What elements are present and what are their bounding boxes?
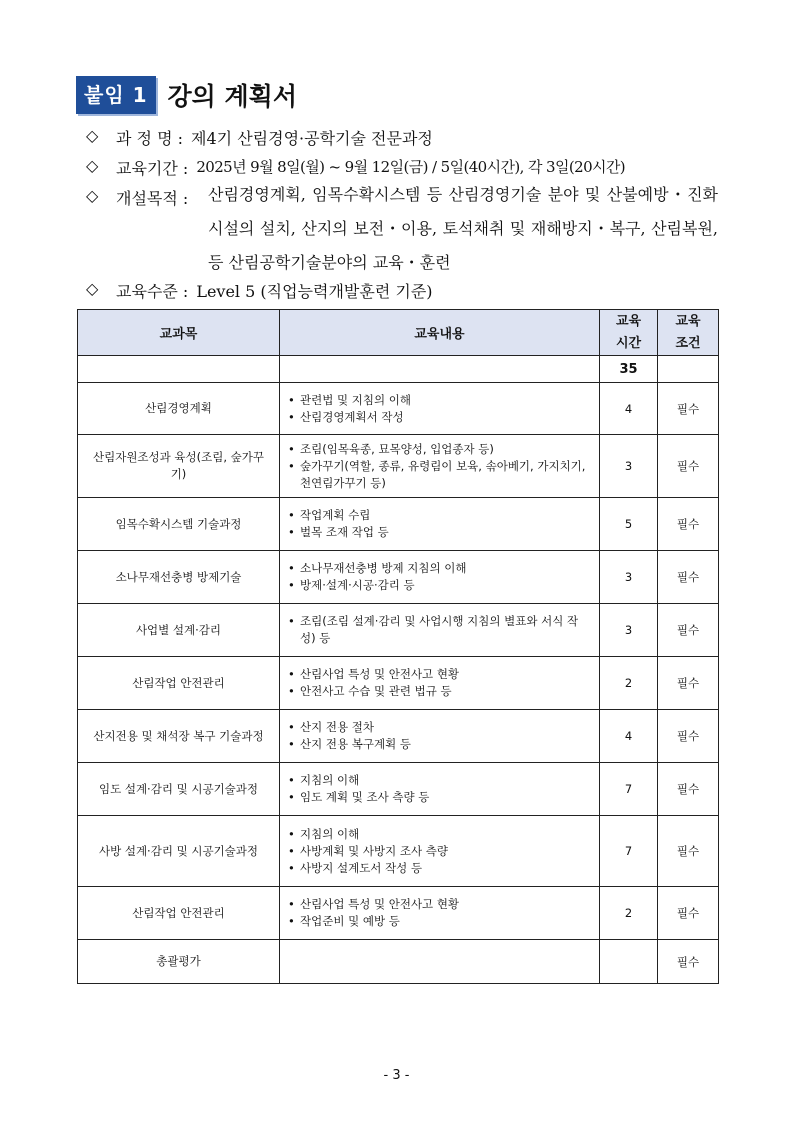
content-text: 작업계획 수립 bbox=[300, 508, 371, 522]
content-cell bbox=[280, 435, 600, 498]
syllabus-table bbox=[77, 309, 719, 984]
bullet-icon: • bbox=[288, 720, 295, 734]
content-text: 방제·설계·시공·감리 등 bbox=[300, 578, 415, 592]
subject-cell: 산림자원조성과 육성(조림, 숲가꾸기) bbox=[78, 435, 280, 498]
content-text: 숲가꾸기(역할, 종류, 유령림이 보육, 솎아베기, 가지치기, 천연림가꾸기 등) bbox=[300, 458, 586, 490]
content-text: 관련법 및 지침의 이해 bbox=[300, 392, 411, 407]
content-text: 지침의 이해 bbox=[300, 826, 360, 841]
table-row bbox=[78, 435, 719, 498]
content-cell bbox=[280, 657, 600, 710]
bullet-icon: • bbox=[288, 409, 295, 424]
attachment-badge: 붙임 1 bbox=[76, 76, 156, 114]
content-item bbox=[288, 524, 591, 541]
content-text: 사방지 설계도서 작성 등 bbox=[300, 860, 423, 875]
content-cell bbox=[280, 940, 600, 984]
content-text: 산림경영계획서 작성 bbox=[300, 409, 404, 424]
content-item bbox=[288, 826, 591, 843]
page-title-row bbox=[76, 76, 297, 114]
content-item bbox=[288, 683, 591, 700]
header-condition: 교육 조건 bbox=[658, 310, 719, 356]
bullet-icon: • bbox=[288, 525, 295, 539]
hours-cell: 3 bbox=[600, 604, 658, 657]
content-text: 지침의 이해 bbox=[300, 773, 360, 787]
purpose-value: 산림경영계획, 임목수확시스템 등 산림경영기술 분야 및 산불예방・진화시설의 설치, 산지의 보전・이용, 토석채취 및 재해방지・복구, 산림복원, 등 산림공학기술분야의 교육・훈련 bbox=[208, 185, 718, 272]
content-text: 산지 전용 절차 bbox=[300, 720, 374, 734]
page-number: - 3 - bbox=[383, 1068, 410, 1083]
content-item bbox=[288, 560, 591, 577]
content-text: 사방계획 및 사방지 조사 측량 bbox=[300, 843, 448, 858]
table-row bbox=[78, 816, 719, 887]
bullet-icon: • bbox=[288, 392, 295, 407]
content-cell bbox=[280, 604, 600, 657]
total-hours: 35 bbox=[600, 356, 658, 383]
purpose-row bbox=[86, 186, 726, 288]
header-content: 교육내용 bbox=[280, 310, 600, 356]
diamond-icon: ◇ bbox=[86, 126, 99, 145]
bullet-icon: • bbox=[288, 578, 295, 592]
bullet-icon: • bbox=[288, 458, 295, 473]
diamond-icon: ◇ bbox=[86, 156, 99, 175]
hours-cell: 3 bbox=[600, 551, 658, 604]
content-item bbox=[288, 666, 591, 683]
content-text: 산지 전용 복구계획 등 bbox=[300, 737, 411, 751]
condition-cell: 필수 bbox=[658, 604, 719, 657]
content-cell bbox=[280, 887, 600, 940]
content-text: 소나무재선충병 방제 지침의 이해 bbox=[300, 561, 467, 575]
level-value: Level 5 (직업능력개발훈련 기준) bbox=[196, 282, 433, 301]
subject-cell: 임목수확시스템 기술과정 bbox=[78, 498, 280, 551]
content-item bbox=[288, 736, 591, 753]
content-item bbox=[288, 843, 591, 860]
period-label: 교육기간 : bbox=[116, 159, 189, 178]
subject-cell: 산림경영계획 bbox=[78, 383, 280, 435]
bullet-icon: • bbox=[288, 860, 295, 875]
total-row bbox=[78, 356, 719, 383]
hours-cell: 7 bbox=[600, 763, 658, 816]
hours-cell: 2 bbox=[600, 657, 658, 710]
page-title: 강의 계획서 bbox=[167, 82, 297, 111]
content-cell bbox=[280, 551, 600, 604]
bullet-icon: • bbox=[288, 790, 295, 804]
bullet-icon: • bbox=[288, 897, 295, 911]
bullet-icon: • bbox=[288, 684, 295, 698]
content-text: 안전사고 수습 및 관련 법규 등 bbox=[300, 684, 452, 698]
subject-cell: 사업별 설계·감리 bbox=[78, 604, 280, 657]
content-cell bbox=[280, 763, 600, 816]
hours-cell: 2 bbox=[600, 887, 658, 940]
condition-cell: 필수 bbox=[658, 498, 719, 551]
bullet-icon: • bbox=[288, 614, 295, 628]
subject-cell: 산림작업 안전관리 bbox=[78, 657, 280, 710]
content-item bbox=[288, 458, 591, 492]
content-item bbox=[288, 613, 591, 647]
purpose-label: 개설목적 : bbox=[116, 189, 189, 208]
condition-cell: 필수 bbox=[658, 383, 719, 435]
condition-cell: 필수 bbox=[658, 551, 719, 604]
table-row bbox=[78, 551, 719, 604]
content-item bbox=[288, 896, 591, 913]
subject-cell: 사방 설계·감리 및 시공기술과정 bbox=[78, 816, 280, 887]
hours-cell: 4 bbox=[600, 383, 658, 435]
content-item bbox=[288, 913, 591, 930]
bullet-icon: • bbox=[288, 737, 295, 751]
content-text: 산림사업 특성 및 안전사고 현황 bbox=[300, 667, 460, 681]
content-item bbox=[288, 441, 591, 458]
condition-cell: 필수 bbox=[658, 657, 719, 710]
table-row bbox=[78, 604, 719, 657]
level-label: 교육수준 : bbox=[116, 282, 189, 301]
content-item bbox=[288, 409, 591, 426]
table-row bbox=[78, 887, 719, 940]
bullet-icon: • bbox=[288, 441, 295, 456]
content-item bbox=[288, 860, 591, 877]
content-item bbox=[288, 719, 591, 736]
bullet-icon: • bbox=[288, 826, 295, 841]
content-item bbox=[288, 392, 591, 409]
hours-cell: 3 bbox=[600, 435, 658, 498]
level-row bbox=[86, 279, 726, 302]
hours-cell bbox=[600, 940, 658, 984]
subject-cell: 산지전용 및 채석장 복구 기술과정 bbox=[78, 710, 280, 763]
content-text: 조림(임목육종, 묘목양성, 입업종자 등) bbox=[300, 441, 494, 456]
course-name-label: 과 정 명 : bbox=[116, 129, 184, 148]
condition-cell: 필수 bbox=[658, 816, 719, 887]
bullet-icon: • bbox=[288, 561, 295, 575]
content-item bbox=[288, 772, 591, 789]
condition-cell: 필수 bbox=[658, 887, 719, 940]
course-name-row bbox=[86, 126, 726, 149]
subject-cell: 소나무재선충병 방제기술 bbox=[78, 551, 280, 604]
content-item bbox=[288, 577, 591, 594]
period-row bbox=[86, 156, 726, 179]
table-row bbox=[78, 940, 719, 984]
diamond-icon: ◇ bbox=[86, 186, 99, 205]
bullet-icon: • bbox=[288, 843, 295, 858]
condition-cell: 필수 bbox=[658, 940, 719, 984]
content-text: 조림(조림 설계·감리 및 사업시행 지침의 별표와 서식 작성) 등 bbox=[300, 614, 579, 645]
content-cell bbox=[280, 816, 600, 887]
hours-cell: 5 bbox=[600, 498, 658, 551]
subject-cell: 산림작업 안전관리 bbox=[78, 887, 280, 940]
period-value: 2025년 9월 8일(월) ~ 9월 12일(금) / 5일(40시간), 각 3일(20시간) bbox=[196, 158, 626, 176]
table-row bbox=[78, 710, 719, 763]
hours-cell: 4 bbox=[600, 710, 658, 763]
bullet-icon: • bbox=[288, 667, 295, 681]
table-row bbox=[78, 383, 719, 435]
bullet-icon: • bbox=[288, 508, 295, 522]
table-row bbox=[78, 657, 719, 710]
content-text: 산림사업 특성 및 안전사고 현황 bbox=[300, 897, 460, 911]
bullet-icon: • bbox=[288, 914, 295, 928]
diamond-icon: ◇ bbox=[86, 279, 99, 298]
condition-cell: 필수 bbox=[658, 763, 719, 816]
subject-cell: 총괄평가 bbox=[78, 940, 280, 984]
hours-cell: 7 bbox=[600, 816, 658, 887]
content-cell bbox=[280, 498, 600, 551]
content-text: 임도 계획 및 조사 측량 등 bbox=[300, 790, 430, 804]
header-subject: 교과목 bbox=[78, 310, 280, 356]
header-hours: 교육 시간 bbox=[600, 310, 658, 356]
table-row bbox=[78, 763, 719, 816]
course-name-value: 제4기 산림경영·공학기술 전문과정 bbox=[191, 129, 433, 148]
condition-cell: 필수 bbox=[658, 435, 719, 498]
bullet-icon: • bbox=[288, 773, 295, 787]
content-text: 벌목 조재 작업 등 bbox=[300, 525, 389, 539]
table-row bbox=[78, 498, 719, 551]
condition-cell: 필수 bbox=[658, 710, 719, 763]
content-text: 작업준비 및 예방 등 bbox=[300, 914, 400, 928]
content-item bbox=[288, 789, 591, 806]
subject-cell: 임도 설계·감리 및 시공기술과정 bbox=[78, 763, 280, 816]
content-item bbox=[288, 507, 591, 524]
content-cell bbox=[280, 710, 600, 763]
content-cell bbox=[280, 383, 600, 435]
